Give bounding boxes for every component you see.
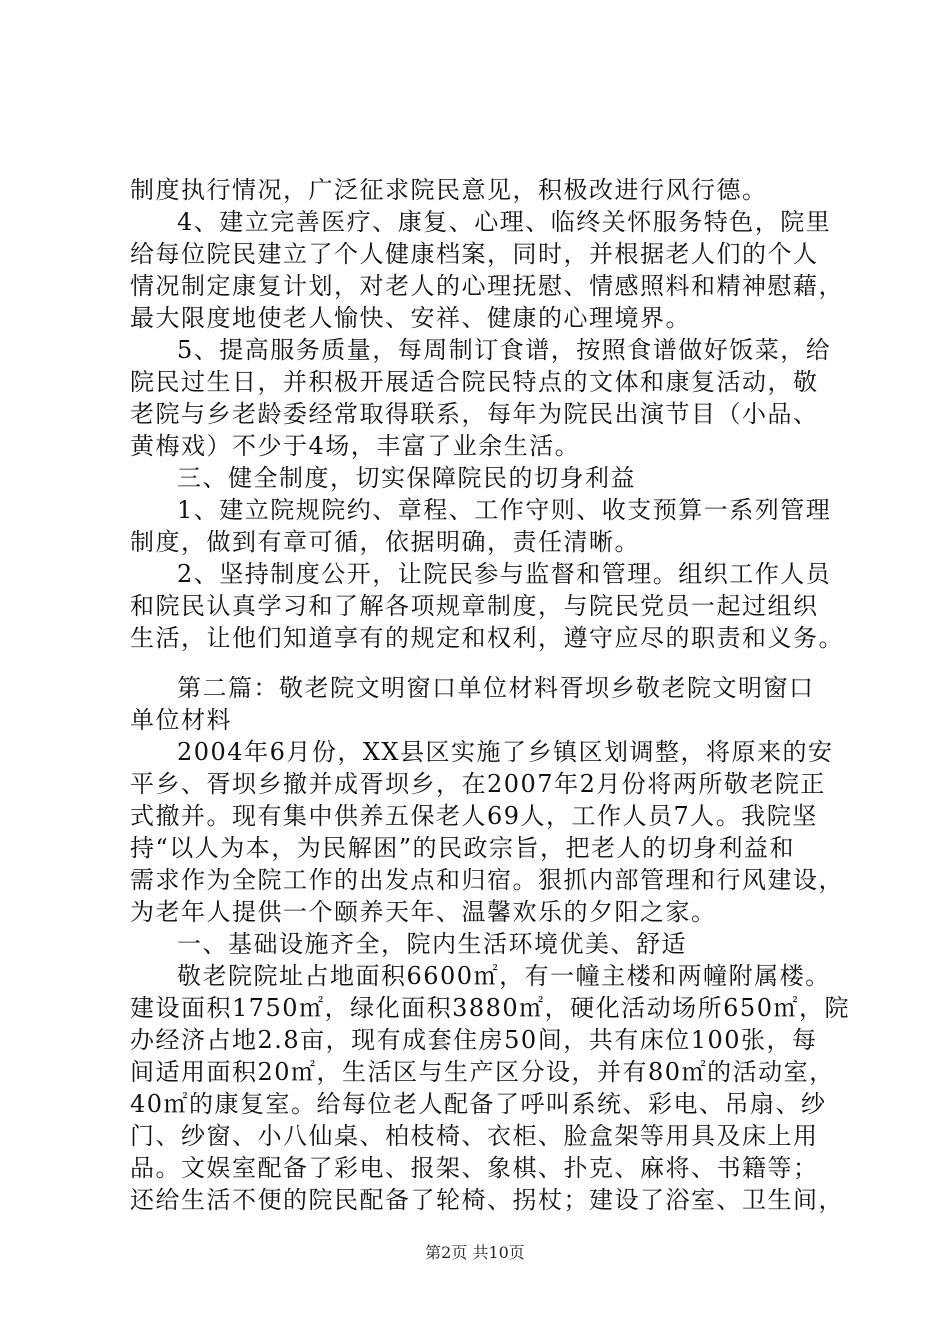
text-line: 品。文娱室配备了彩电、报架、象棋、扑克、麻将、书籍等； [130, 1154, 819, 1182]
text-line: 最大限度地使老人愉快、安祥、健康的心理境界。 [130, 304, 691, 332]
text-line: 黄梅戏）不少于4场，丰富了业余生活。 [130, 432, 581, 460]
text-line: 制度，做到有章可循，依据明确，责任清晰。 [130, 528, 640, 556]
text-line: 给每位院民建立了个人健康档案，同时，并根据老人们的个人 [130, 240, 819, 268]
text-line: 2004年6月份，XX县区实施了乡镇区划调整，将原来的安 [177, 738, 834, 766]
text-line: 院民过生日，并积极开展适合院民特点的文体和康复活动，敬 [130, 368, 819, 396]
text-line: 敬老院院址占地面积6600㎡，有一幢主楼和两幢附属楼。 [177, 962, 831, 990]
text-line: 4、建立完善医疗、康复、心理、临终关怀服务特色，院里 [177, 208, 832, 236]
text-line: 为老年人提供一个颐养天年、温馨欢乐的夕阳之家。 [130, 898, 717, 926]
text-line: 1、建立院规院约、章程、工作守则、收支预算一系列管理 [177, 496, 832, 524]
text-line: 还给生活不便的院民配备了轮椅、拐杖；建设了浴室、卫生间， [130, 1186, 844, 1214]
text-line: 平乡、胥坝乡撤并成胥坝乡，在2007年2月份将两所敬老院正 [130, 770, 826, 798]
text-line: 门、纱窗、小八仙桌、柏枝椅、衣柜、脸盒架等用具及床上用 [130, 1122, 819, 1150]
text-line: 40㎡的康复室。给每位老人配备了呼叫系统、彩电、吊扇、纱 [130, 1090, 827, 1118]
text-line: 需求作为全院工作的出发点和归宿。狠抓内部管理和行风建设， [130, 866, 844, 894]
text-line: 和院民认真学习和了解各项规章制度，与院民党员一起过组织 [130, 592, 819, 620]
text-line: 间适用面积20㎡，生活区与生产区分设，并有80㎡的活动室， [130, 1058, 835, 1086]
chapter-title: 单位材料 [130, 706, 232, 734]
text-line: 老院与乡老龄委经常取得联系，每年为院民出演节目（小品、 [130, 400, 819, 428]
section-heading: 三、健全制度，切实保障院民的切身利益 [177, 464, 636, 492]
text-line: 5、提高服务质量，每周制订食谱，按照食谱做好饭菜，给 [177, 336, 832, 364]
section-heading: 一、基础设施齐全，院内生活环境优美、舒适 [177, 930, 687, 958]
text-line: 建设面积1750㎡，绿化面积3880㎡，硬化活动场所650㎡，院 [130, 994, 850, 1022]
text-line: 式撤并。现有集中供养五保老人69人，工作人员7人。我院坚 [130, 802, 818, 830]
text-line: 持“以人为本，为民解困”的民政宗旨，把老人的切身利益和 [130, 834, 796, 862]
text-line: 情况制定康复计划，对老人的心理抚慰、情感照料和精神慰藉， [130, 272, 844, 300]
text-line: 2、坚持制度公开，让院民参与监督和管理。组织工作人员 [177, 560, 832, 588]
page-footer: 第2页 共10页 [425, 1243, 525, 1262]
text-line: 生活，让他们知道享有的规定和权利，遵守应尽的职责和义务。 [130, 624, 844, 652]
text-line: 制度执行情况，广泛征求院民意见，积极改进行风行德。 [130, 176, 768, 204]
chapter-title: 第二篇：敬老院文明窗口单位材料胥坝乡敬老院文明窗口 [177, 674, 815, 702]
text-line: 办经济占地2.8亩，现有成套住房50间，共有床位100张，每 [130, 1026, 818, 1054]
